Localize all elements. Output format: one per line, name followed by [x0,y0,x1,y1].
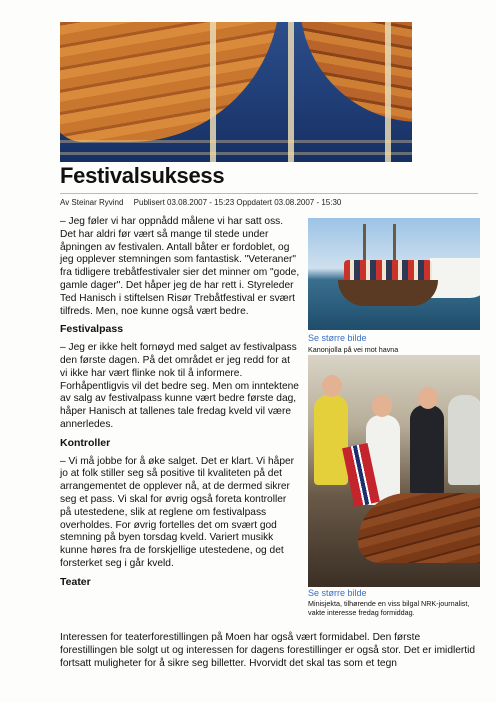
hero-photo [60,22,412,162]
publish-date: Publisert 03.08.2007 - 15:23 Oppdatert 03.08.2007 - 15:30 [133,198,342,207]
article-body [60,216,300,595]
intro-paragraph: – Jeg føler vi har oppnådd målene vi har satt oss. Det har aldri før vært så mange til stede under åpningen av festivalen. Antall båter er fordoblet, og jeg opplever stemningen som fantastisk. "Veteraner" fra tidligere trebåtfestivaler sier det minner om "gode, gamle dager". Det håper jeg de har rett i. Styreleder Ted Hanisch i stiftelsen Risør Trebåtfestival er svært tilfreds. Men, noe kunne også vært bedre. [60,216,300,317]
enlarge-image-link[interactable]: Se større bilde [308,333,367,343]
person-head [418,387,438,409]
title-divider [60,193,478,194]
enlarge-image-link[interactable]: Se større bilde [308,588,367,598]
boat-hull [300,22,412,122]
crowd [344,260,432,282]
boat-hull [60,22,280,142]
photo-caption: Minisjekta, tilhørende en viss bilgal NRK-journalist, vakte interesse fredag formiddag. [308,599,470,617]
person-head [372,395,392,417]
water-ripple [60,152,412,155]
person [314,395,348,485]
theater-paragraph: Interessen for teaterforestillingen på Moen har også vært formidabel. Den første forestillingen ble solgt ut og interessen for dagens forestillinger er også stor. Det er imidlertid fortsatt muligheter for å sikre seg billetter. Hvorvidt det skal tas som et tegn [60,632,476,669]
section-heading: Kontroller [60,436,111,449]
section-heading: Festivalpass [60,323,124,336]
section-paragraph: – Vi må jobbe for å øke salget. Det er klart. Vi håper jo at folk stiller seg så positive til kvaliteten på det arrangementet de opplever nå, at de dermed sikrer seg et pass. Vi skal for øvrig også foreta kontroller på utestedene, slik at reglene om festivalpass overholdes. For øvrig fortelles det om svært god stemning på byen torsdag kveld. Variert musikk kunne høres fra de forskjellige utestedene, og det forsterket seg i går kveld. [60,455,295,569]
person-head [322,375,342,397]
article-title: Festivalsuksess [60,163,225,188]
boat-hull [358,493,480,563]
ship-hull [430,258,480,298]
person [448,395,480,485]
byline [60,198,341,207]
water-ripple [60,140,412,143]
boat-hull [338,280,438,306]
section-heading: Teater [60,575,91,588]
section-paragraph: – Jeg er ikke helt fornøyd med salget av festivalpass den første dagen. På det området er jeg redd for at vi ikke har vært flinke nok til å informere. Forhåpentligvis vil det bedre seg. Men om inntektene av salg av festivalpass kunne vært bedre første dag, håper Hanisch at tallenes tale fredag kveld vil være annerledes. [60,342,299,430]
photo-boat[interactable] [308,218,480,330]
person [410,405,444,495]
photo-caption: Kanonjolla på vei mot havna [308,345,399,354]
author: Av Steinar Ryvind [60,198,124,207]
photo-crowd[interactable] [308,355,480,587]
